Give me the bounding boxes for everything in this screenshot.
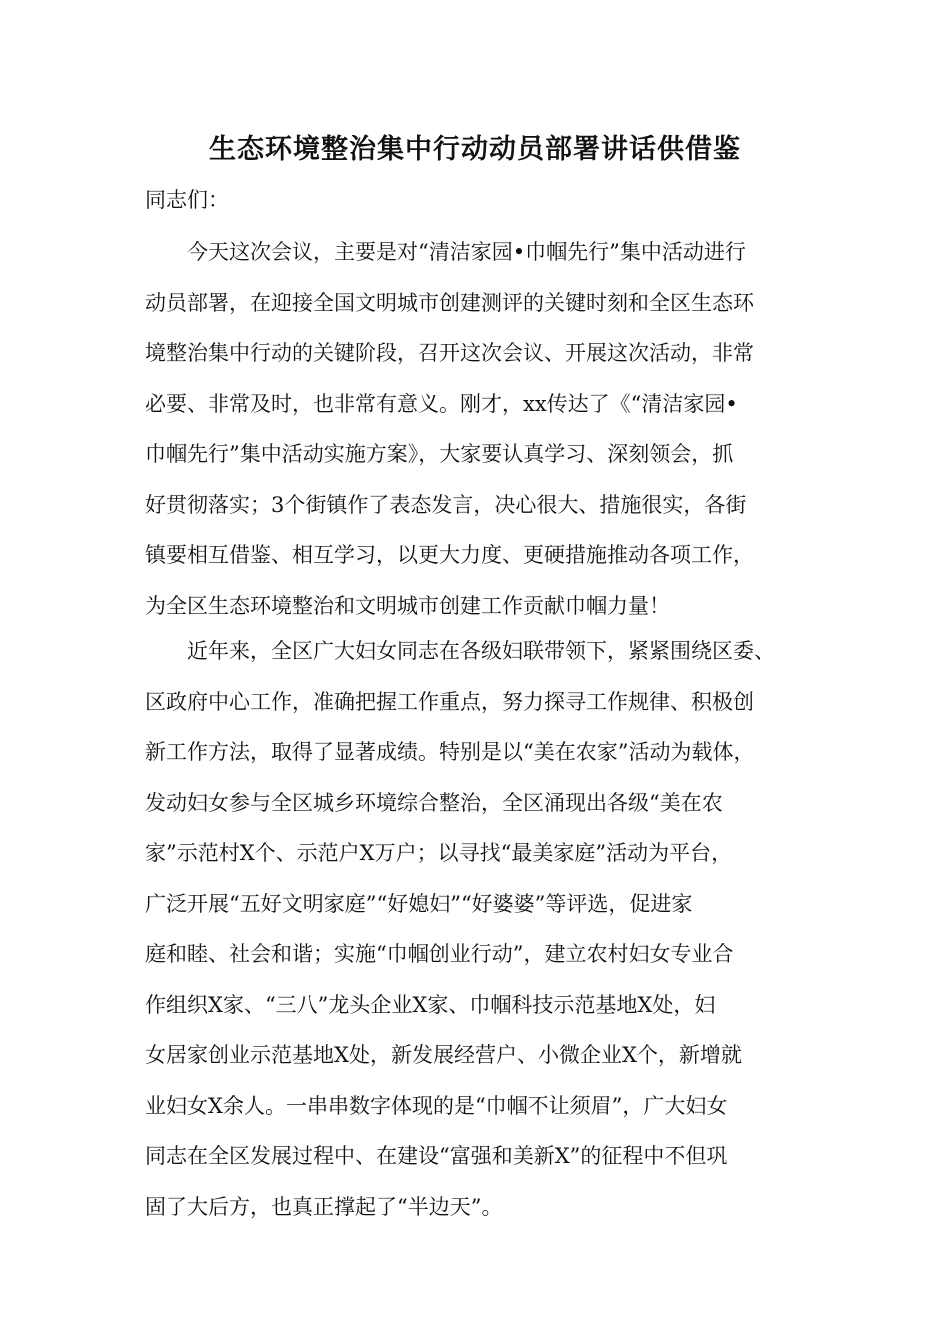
paragraph-line: 业妇女X余人。一串串数字体现的是“巾帼不让须眉”，广大妇女 [145,1093,728,1118]
paragraph-line: 为全区生态环境整治和文明城市创建工作贡献巾帼力量！ [145,593,670,618]
paragraph-line: 区政府中心工作，准确把握工作重点，努力探寻工作规律、积极创 [145,689,754,714]
paragraph-line: 广泛开展“五好文明家庭”“好媳妇”“好婆婆”等评选，促进家 [145,891,693,916]
document-title: 生态环境整治集中行动动员部署讲话供借鉴 [209,134,741,165]
paragraph-line: 发动妇女参与全区城乡环境综合整治，全区涌现出各级“美在农 [145,790,723,815]
paragraph-2 [145,626,815,1232]
paragraph-line: 巾帼先行”集中活动实施方案》，大家要认真学习、深刻领会，抓 [145,442,734,466]
paragraph-line: 好贯彻落实；3个街镇作了表态发言，决心很大、措施很实，各街 [145,492,747,517]
paragraph-line: 同志在全区发展过程中、在建设“富强和美新X”的征程中不但巩 [145,1144,728,1168]
salutation: 同志们： [145,188,229,212]
paragraph-line: 固了大后方，也真正撑起了“半边天”。 [145,1194,503,1219]
paragraph-line: 今天这次会议，主要是对“清洁家园•巾帼先行”集中活动进行 [187,240,746,264]
paragraph-line: 庭和睦、社会和谐；实施“巾帼创业行动”，建立农村妇女专业合 [145,942,734,966]
paragraph-line: 动员部署，在迎接全国文明城市创建测评的关键时刻和全区生态环 [145,290,754,315]
paragraph-line: 境整治集中行动的关键阶段，召开这次会议、开展这次活动，非常 [145,341,754,365]
paragraph-line: 镇要相互借鉴、相互学习，以更大力度、更硬措施推动各项工作， [145,543,754,567]
paragraph-line: 女居家创业示范基地X处，新发展经营户、小微企业X个，新增就 [145,1043,742,1067]
paragraph-line: 新工作方法，取得了显著成绩。特别是以“美在农家”活动为载体， [145,740,755,764]
paragraph-line: 必要、非常及时，也非常有意义。刚才，xx传达了《“清洁家园• [145,391,738,416]
paragraph-line: 家”示范村X个、示范户X万户；以寻找“最美家庭”活动为平台， [145,841,733,865]
paragraph-line: 作组织X家、“三八”龙头企业X家、巾帼科技示范基地X处，妇 [145,992,716,1017]
paragraph-1 [145,227,815,631]
paragraph-line: 近年来，全区广大妇女同志在各级妇联带领下，紧紧围绕区委、 [187,639,775,663]
